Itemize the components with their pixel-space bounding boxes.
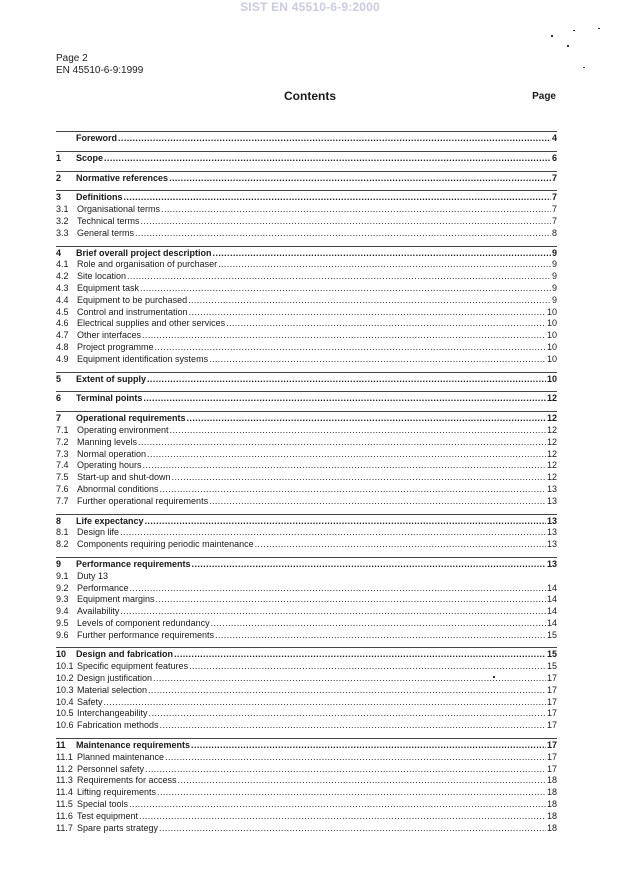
toc-label: Personnel safety [77,763,145,774]
toc-number: 11.7 [56,822,73,833]
toc-number: 8 [56,515,62,526]
dot-leader [218,259,551,271]
dot-leader [104,153,551,165]
toc-number: 6 [56,393,62,404]
dot-leader [147,374,546,386]
toc-number: 3.1 [56,204,69,215]
toc-page-number: 12 [546,436,557,447]
dot-leader [143,460,546,472]
toc-number: 10.6 [56,720,74,731]
toc-heading-row [56,192,557,204]
toc-label: Equipment task [77,282,140,293]
toc-page-number: 4 [551,133,557,143]
toc-section [56,171,557,185]
toc-subheading-row [56,811,557,823]
toc-page-number: 18 [546,787,557,798]
toc-page-number: 9 [551,271,557,282]
toc-number: 7.7 [56,495,69,506]
toc-label: Operating hours [77,460,142,471]
toc-label: Performance [77,582,129,593]
toc-number: 8.1 [56,527,69,538]
toc-page-number: 7 [551,204,557,215]
toc-page-number: 15 [546,629,557,640]
page-title: Contents [284,89,336,103]
toc-number: 9.6 [56,629,69,640]
toc-label: Test equipment [77,810,139,821]
toc-subheading-row [56,496,557,508]
toc-page-number: 8 [551,227,557,238]
toc-number: 4.5 [56,306,69,317]
toc-number: 4.1 [56,259,69,270]
toc-number: 7.4 [56,460,69,471]
page-column-label: Page [532,91,556,102]
table-of-contents [56,131,557,840]
toc-page-number: 7 [551,172,557,183]
toc-label: Role and organisation of purchaser [77,259,218,270]
toc-page-number: 9 [551,282,557,293]
dot-leader [139,811,546,823]
dot-leader [124,192,551,204]
toc-page-number: 12 [546,448,557,459]
toc-label: Foreword [76,133,118,143]
dot-leader [120,606,546,618]
dot-leader [165,752,546,764]
toc-label: Equipment identification systems [77,353,209,364]
toc-label: Performance requirements [76,558,191,569]
toc-number: 4.9 [56,353,69,364]
toc-page-number: 14 [546,606,557,617]
dot-leader [170,425,546,437]
toc-page-number: 17 [546,720,557,731]
toc-number: 4.2 [56,271,69,282]
dot-leader [160,484,546,496]
toc-label: Planned maintenance [77,751,165,762]
toc-number: 7.5 [56,472,69,483]
toc-page-number: 17 [546,740,557,751]
toc-page-number: 10 [546,373,557,384]
dot-leader [120,527,546,539]
dot-leader [188,295,551,307]
toc-label: Design life [77,527,120,538]
toc-page-number: 12 [546,393,557,404]
toc-heading-row [56,559,557,571]
dot-leader [155,342,546,354]
dot-leader [147,449,546,461]
toc-heading-row [56,153,557,165]
toc-subheading-row [56,204,557,216]
dot-leader [160,720,546,732]
dot-leader [174,649,546,661]
toc-label: Maintenance requirements [76,740,191,751]
dot-leader [213,248,551,260]
toc-label: Fabrication methods [77,720,159,731]
toc-page-number: 17 [546,673,557,684]
toc-label: Site location [77,271,127,282]
toc-subheading-row [56,425,557,437]
toc-subheading-row [56,330,557,342]
toc-section [56,190,557,239]
toc-heading-row [56,173,557,185]
toc-page-number: 15 [546,649,557,660]
toc-number: 10.2 [56,673,74,684]
toc-number: 3.3 [56,227,69,238]
toc-subheading-row [56,720,557,732]
watermark: SIST EN 45510-6-9:2000 [240,0,380,14]
toc-page-number: 17 [546,751,557,762]
toc-page-number: 18 [546,799,557,810]
toc-section [56,131,557,145]
toc-number: 8.2 [56,539,69,550]
toc-label: Levels of component redundancy [77,617,210,628]
document-id: EN 45510-6-9:1999 [56,65,144,76]
toc-page-number: 12 [546,424,557,435]
toc-number: 9.1 [56,570,69,581]
toc-label: Availability [77,606,120,617]
toc-number: 4.8 [56,341,69,352]
toc-page-number: 13 [546,527,557,538]
toc-page-number: 9 [551,294,557,305]
toc-label: Interchangeability [77,708,148,719]
dot-leader [157,787,546,799]
toc-label: Further operational requirements [77,495,209,506]
scan-speck [567,45,569,47]
toc-section [56,151,557,165]
toc-section [56,514,557,551]
dot-leader [141,216,551,228]
toc-label: Normal operation [77,448,147,459]
toc-heading-row [56,649,557,661]
toc-section [56,411,557,507]
dot-leader [148,685,546,697]
toc-label: Safety [77,696,103,707]
toc-number: 11.3 [56,775,73,786]
scan-speck [583,67,585,68]
dot-leader [211,618,546,630]
toc-label: Start-up and shut-down [77,472,171,483]
toc-subheading-row [56,318,557,330]
dot-leader [143,393,546,405]
toc-subheading-row [56,295,557,307]
scan-speck [551,35,553,37]
toc-subheading-row [56,228,557,240]
toc-section [56,391,557,405]
toc-number: 7.1 [56,424,69,435]
toc-page-number: 9 [551,247,557,258]
toc-page-number: 10 [546,318,557,329]
dot-leader [153,673,546,685]
dot-leader [187,413,546,425]
dot-leader [209,354,546,366]
toc-section [56,372,557,386]
toc-number: 9 [56,558,62,569]
toc-label: Scope [76,152,104,163]
toc-subheading-row [56,259,557,271]
toc-section [56,738,557,834]
toc-page-number: 15 [546,661,557,672]
toc-number: 3.2 [56,215,69,226]
toc-page-number: 14 [546,582,557,593]
toc-subheading-row [56,685,557,697]
dot-leader [156,594,546,606]
scan-speck [493,676,495,678]
toc-number: 3 [56,192,62,203]
toc-number: 9.2 [56,582,69,593]
toc-label: Brief overall project description [76,247,212,258]
toc-page-number: 10 [546,306,557,317]
toc-subheading-row [56,354,557,366]
toc-subheading-row [56,823,557,835]
toc-page-number: 12 [546,460,557,471]
toc-label: Abnormal conditions [77,483,159,494]
toc-page-number: 17 [546,763,557,774]
toc-subheading-row [56,307,557,319]
toc-label: Equipment to be purchased [77,294,188,305]
toc-page-number: 14 [546,617,557,628]
toc-subheading-row [56,571,557,583]
toc-subheading-row [56,484,557,496]
toc-page-number: 9 [551,259,557,270]
toc-page-number: 13 [546,558,557,569]
dot-leader [140,283,551,295]
toc-number: 7 [56,413,62,424]
toc-label: Other interfaces [77,330,142,341]
toc-number: 11.1 [56,751,73,762]
dot-leader [189,307,546,319]
dot-leader [226,318,546,330]
toc-subheading-row [56,583,557,595]
toc-number: 11.4 [56,787,73,798]
toc-page-number: 10 [546,353,557,364]
toc-label: Normative references [76,172,169,183]
toc-label: Requirements for access [77,775,177,786]
toc-subheading-row [56,283,557,295]
toc-subheading-row [56,673,557,685]
toc-subheading-row [56,661,557,673]
toc-label: Further performance requirements [77,629,215,640]
scan-speck [573,30,575,31]
toc-label: Special tools [77,799,129,810]
dot-leader [169,173,551,185]
toc-label: Lifting requirements [77,787,157,798]
dot-leader [178,775,546,787]
toc-number: 10.4 [56,696,74,707]
toc-heading-row [56,248,557,260]
toc-label: Technical terms [77,215,140,226]
toc-subheading-row [56,775,557,787]
toc-subheading-row [56,216,557,228]
toc-number: 4.7 [56,330,69,341]
toc-subheading-row [56,606,557,618]
toc-number: 4.6 [56,318,69,329]
toc-label: Terminal points [76,393,143,404]
toc-label: Organisational terms [77,204,161,215]
toc-subheading-row [56,594,557,606]
toc-page-number: 13 [546,539,557,550]
dot-leader [161,204,551,216]
toc-heading-row [56,413,557,425]
dot-leader [129,799,546,811]
toc-page-number: 18 [546,810,557,821]
toc-subheading-row [56,630,557,642]
dot-leader [135,228,551,240]
toc-subheading-row [56,437,557,449]
toc-label: General terms [77,227,135,238]
toc-section [56,647,557,732]
dot-leader [159,823,546,835]
dot-leader [189,661,546,673]
toc-label: Extent of supply [76,373,147,384]
dot-leader [127,271,551,283]
dot-leader [192,559,546,571]
toc-number: 7.3 [56,448,69,459]
dot-leader [145,764,546,776]
toc-label: Electrical supplies and other services [77,318,226,329]
toc-subheading-row [56,460,557,472]
toc-page-number: 13 [546,483,557,494]
dot-leader [191,740,546,752]
dot-leader [172,472,546,484]
toc-heading-row [56,740,557,752]
toc-heading-row [56,374,557,386]
toc-section [56,557,557,642]
dot-leader [215,630,546,642]
toc-number: 10.3 [56,684,74,695]
toc-number: 7.6 [56,483,69,494]
toc-label: Design justification [77,673,153,684]
toc-subheading-row [56,472,557,484]
toc-page-number: 18 [546,822,557,833]
toc-subheading-row [56,697,557,709]
toc-number: 10.5 [56,708,74,719]
toc-subheading-row [56,618,557,630]
toc-page-number: 10 [546,341,557,352]
toc-number: 9.5 [56,617,69,628]
toc-page-number: 12 [546,472,557,483]
toc-page-number: 12 [546,413,557,424]
toc-page-number: 18 [546,775,557,786]
dot-leader [130,583,546,595]
toc-number: 1 [56,152,62,163]
toc-heading-row [56,133,557,145]
toc-number: 9.3 [56,594,69,605]
toc-label: Definitions [76,192,123,203]
dot-leader [209,496,546,508]
toc-number: 9.4 [56,606,69,617]
toc-subheading-row [56,708,557,720]
toc-label: Manning levels [77,436,138,447]
toc-page-number: 10 [546,330,557,341]
toc-label: Equipment margins [77,594,155,605]
toc-label: Material selection [77,684,148,695]
toc-number: 5 [56,373,62,384]
toc-subheading-row [56,527,557,539]
toc-label: Specific equipment features [77,661,189,672]
toc-subheading-row [56,271,557,283]
toc-page-number: 7 [551,215,557,226]
dot-leader [104,697,546,709]
toc-label: Project programme [77,341,154,352]
dot-leader [145,516,546,528]
toc-number: 10 [56,649,67,660]
toc-section [56,246,557,366]
toc-label: Design and fabrication [76,649,174,660]
toc-number: 11.2 [56,763,73,774]
toc-page-number: 14 [546,594,557,605]
dot-leader [118,133,551,145]
toc-subheading-row [56,787,557,799]
toc-label: Duty 13 [77,570,109,581]
toc-subheading-row [56,752,557,764]
toc-subheading-row [56,799,557,811]
toc-label: Components requiring periodic maintenance [77,539,254,550]
toc-page-number: 6 [551,152,557,163]
dot-leader [149,708,546,720]
toc-label: Operating environment [77,424,169,435]
toc-subheading-row [56,342,557,354]
toc-subheading-row [56,764,557,776]
toc-label: Spare parts strategy [77,822,159,833]
toc-page-number: 17 [546,708,557,719]
dot-leader [138,437,546,449]
toc-number: 10.1 [56,661,74,672]
scan-speck [598,28,600,29]
section-gap [56,834,557,840]
toc-page-number: 13 [546,515,557,526]
toc-number: 2 [56,172,62,183]
toc-number: 4.4 [56,294,69,305]
toc-number: 7.2 [56,436,69,447]
toc-label: Life expectancy [76,515,144,526]
toc-subheading-row [56,449,557,461]
toc-number: 4.3 [56,282,69,293]
toc-number: 11.6 [56,810,73,821]
toc-page-number: 17 [546,696,557,707]
dot-leader [255,539,546,551]
toc-page-number: 7 [551,192,557,203]
toc-page-number: 13 [546,495,557,506]
toc-page-number: 17 [546,684,557,695]
toc-number: 11.5 [56,799,73,810]
toc-number: 4 [56,247,62,258]
toc-subheading-row [56,539,557,551]
toc-label: Operational requirements [76,413,186,424]
page-number-header: Page 2 [56,53,88,64]
toc-label: Control and instrumentation [77,306,188,317]
toc-heading-row [56,393,557,405]
toc-heading-row [56,516,557,528]
dot-leader [142,330,546,342]
toc-number: 11 [56,740,66,751]
